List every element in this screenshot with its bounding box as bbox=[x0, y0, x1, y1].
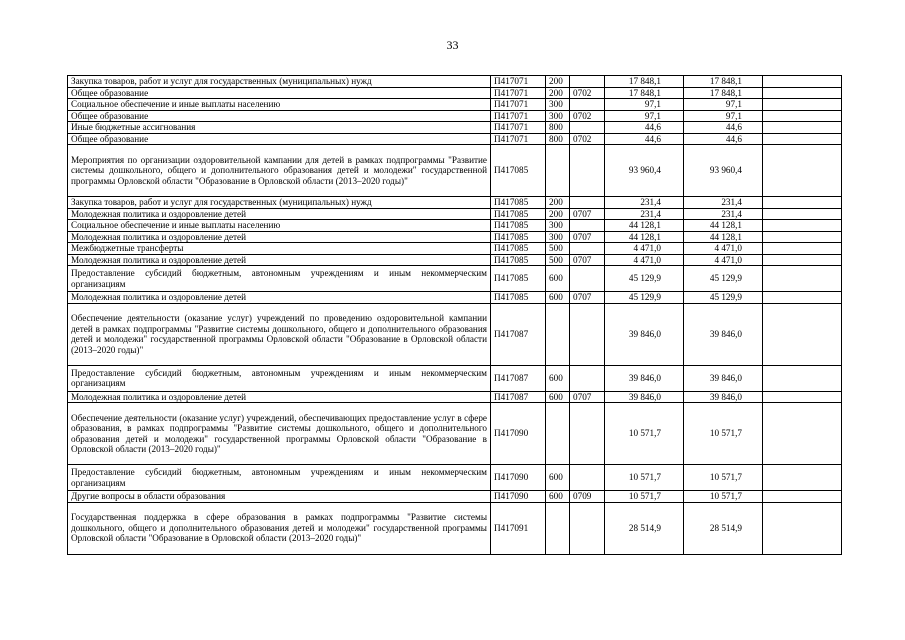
row-expense-type: 800 bbox=[546, 133, 570, 145]
row-section-code bbox=[570, 99, 605, 111]
row-sum-approved: 45 129,9 bbox=[605, 292, 684, 304]
table-row bbox=[68, 266, 842, 292]
row-extra bbox=[763, 292, 842, 304]
table-row bbox=[68, 220, 842, 232]
row-sum-revised: 231,4 bbox=[684, 208, 763, 220]
row-extra bbox=[763, 365, 842, 391]
table-body bbox=[68, 76, 842, 555]
row-section-code bbox=[570, 365, 605, 391]
row-section-code: 0702 bbox=[570, 110, 605, 122]
row-target-code: П417085 bbox=[491, 145, 546, 197]
row-section-code bbox=[570, 145, 605, 197]
row-sum-approved: 45 129,9 bbox=[605, 266, 684, 292]
row-target-code: П417085 bbox=[491, 243, 546, 255]
row-extra bbox=[763, 208, 842, 220]
row-extra bbox=[763, 465, 842, 491]
table-row bbox=[68, 403, 842, 465]
row-name: Социальное обеспечение и иные выплаты населению bbox=[68, 99, 491, 111]
row-section-code: 0707 bbox=[570, 254, 605, 266]
row-target-code: П417085 bbox=[491, 220, 546, 232]
row-expense-type: 800 bbox=[546, 122, 570, 134]
row-target-code: П417071 bbox=[491, 87, 546, 99]
row-section-code bbox=[570, 220, 605, 232]
row-target-code: П417090 bbox=[491, 491, 546, 503]
table-row bbox=[68, 491, 842, 503]
table-row bbox=[68, 197, 842, 209]
row-sum-approved: 231,4 bbox=[605, 197, 684, 209]
row-sum-revised: 39 846,0 bbox=[684, 303, 763, 365]
row-sum-revised: 44 128,1 bbox=[684, 231, 763, 243]
row-target-code: П417071 bbox=[491, 133, 546, 145]
row-target-code: П417071 bbox=[491, 122, 546, 134]
row-expense-type: 600 bbox=[546, 465, 570, 491]
row-name: Закупка товаров, работ и услуг для государственных (муниципальных) нужд bbox=[68, 76, 491, 88]
row-expense-type bbox=[546, 403, 570, 465]
row-target-code: П417085 bbox=[491, 208, 546, 220]
row-expense-type: 300 bbox=[546, 99, 570, 111]
row-sum-approved: 44,6 bbox=[605, 122, 684, 134]
table-row bbox=[68, 76, 842, 88]
row-sum-revised: 97,1 bbox=[684, 99, 763, 111]
row-sum-revised: 39 846,0 bbox=[684, 365, 763, 391]
table-row bbox=[68, 254, 842, 266]
row-sum-revised: 10 571,7 bbox=[684, 403, 763, 465]
row-expense-type bbox=[546, 303, 570, 365]
row-extra bbox=[763, 220, 842, 232]
row-name: Молодежная политика и оздоровление детей bbox=[68, 292, 491, 304]
table-row bbox=[68, 87, 842, 99]
row-name: Общее образование bbox=[68, 110, 491, 122]
row-section-code: 0707 bbox=[570, 292, 605, 304]
row-name: Предоставление субсидий бюджетным, автономным учреждениям и иным некоммерческим организациям bbox=[68, 465, 491, 491]
row-expense-type bbox=[546, 502, 570, 554]
table-row bbox=[68, 303, 842, 365]
row-section-code bbox=[570, 502, 605, 554]
row-extra bbox=[763, 303, 842, 365]
row-name: Обеспечение деятельности (оказание услуг) учреждений по проведению оздоровительной кампании детей в рамках подпрограммы "Развитие системы дошкольного, общего и дополнительного образования детей и молодежи" государственной программы Орловской области "Образование в Орловской области (2013–2020 годы)" bbox=[68, 303, 491, 365]
table-row bbox=[68, 122, 842, 134]
row-expense-type: 600 bbox=[546, 266, 570, 292]
row-name: Молодежная политика и оздоровление детей bbox=[68, 208, 491, 220]
row-sum-revised: 44,6 bbox=[684, 133, 763, 145]
row-expense-type: 600 bbox=[546, 365, 570, 391]
table-row bbox=[68, 391, 842, 403]
table-row bbox=[68, 99, 842, 111]
row-sum-approved: 17 848,1 bbox=[605, 76, 684, 88]
row-sum-approved: 4 471,0 bbox=[605, 243, 684, 255]
row-expense-type: 300 bbox=[546, 231, 570, 243]
table-row bbox=[68, 231, 842, 243]
row-sum-approved: 10 571,7 bbox=[605, 403, 684, 465]
row-extra bbox=[763, 254, 842, 266]
row-sum-revised: 28 514,9 bbox=[684, 502, 763, 554]
row-expense-type: 200 bbox=[546, 197, 570, 209]
row-name: Мероприятия по организации оздоровительной кампании для детей в рамках подпрограммы "Развитие системы дошкольного, общего и дополнительного образования детей и молодежи" государственной программы Орловской области "Образование в Орловской области (2013–2020 годы)" bbox=[68, 145, 491, 197]
row-sum-approved: 97,1 bbox=[605, 110, 684, 122]
row-section-code bbox=[570, 76, 605, 88]
row-expense-type: 300 bbox=[546, 220, 570, 232]
row-sum-revised: 10 571,7 bbox=[684, 491, 763, 503]
row-extra bbox=[763, 491, 842, 503]
row-extra bbox=[763, 231, 842, 243]
row-expense-type: 200 bbox=[546, 76, 570, 88]
row-target-code: П417085 bbox=[491, 266, 546, 292]
row-sum-approved: 10 571,7 bbox=[605, 491, 684, 503]
row-section-code: 0702 bbox=[570, 87, 605, 99]
row-name: Молодежная политика и оздоровление детей bbox=[68, 391, 491, 403]
table-row bbox=[68, 110, 842, 122]
table-row bbox=[68, 365, 842, 391]
row-extra bbox=[763, 243, 842, 255]
row-name: Молодежная политика и оздоровление детей bbox=[68, 254, 491, 266]
row-expense-type bbox=[546, 145, 570, 197]
row-target-code: П417085 bbox=[491, 254, 546, 266]
table-row bbox=[68, 292, 842, 304]
row-target-code: П417091 bbox=[491, 502, 546, 554]
row-extra bbox=[763, 403, 842, 465]
row-section-code: 0709 bbox=[570, 491, 605, 503]
row-sum-revised: 45 129,9 bbox=[684, 292, 763, 304]
row-name: Государственная поддержка в сфере образования в рамках подпрограммы "Развитие системы дошкольного, общего и дополнительного образования детей и молодежи" государственной программы Орловской области "Образование в Орловской области (2013–2020 годы)" bbox=[68, 502, 491, 554]
row-section-code bbox=[570, 197, 605, 209]
row-name: Социальное обеспечение и иные выплаты населению bbox=[68, 220, 491, 232]
row-target-code: П417090 bbox=[491, 403, 546, 465]
row-expense-type: 600 bbox=[546, 391, 570, 403]
row-extra bbox=[763, 145, 842, 197]
row-sum-approved: 44 128,1 bbox=[605, 231, 684, 243]
row-name: Закупка товаров, работ и услуг для государственных (муниципальных) нужд bbox=[68, 197, 491, 209]
row-extra bbox=[763, 87, 842, 99]
row-sum-approved: 39 846,0 bbox=[605, 391, 684, 403]
row-target-code: П417087 bbox=[491, 303, 546, 365]
row-expense-type: 500 bbox=[546, 243, 570, 255]
row-extra bbox=[763, 197, 842, 209]
row-sum-revised: 39 846,0 bbox=[684, 391, 763, 403]
row-sum-approved: 4 471,0 bbox=[605, 254, 684, 266]
row-section-code bbox=[570, 122, 605, 134]
row-section-code bbox=[570, 403, 605, 465]
row-expense-type: 500 bbox=[546, 254, 570, 266]
row-sum-revised: 45 129,9 bbox=[684, 266, 763, 292]
row-extra bbox=[763, 266, 842, 292]
row-sum-approved: 39 846,0 bbox=[605, 303, 684, 365]
table-row bbox=[68, 145, 842, 197]
row-target-code: П417090 bbox=[491, 465, 546, 491]
row-sum-approved: 97,1 bbox=[605, 99, 684, 111]
row-expense-type: 200 bbox=[546, 208, 570, 220]
row-extra bbox=[763, 110, 842, 122]
table-row bbox=[68, 502, 842, 554]
row-target-code: П417071 bbox=[491, 99, 546, 111]
row-sum-revised: 17 848,1 bbox=[684, 76, 763, 88]
row-target-code: П417085 bbox=[491, 292, 546, 304]
row-sum-revised: 93 960,4 bbox=[684, 145, 763, 197]
row-sum-revised: 44,6 bbox=[684, 122, 763, 134]
page-number: 33 bbox=[446, 38, 459, 52]
row-name: Общее образование bbox=[68, 133, 491, 145]
row-extra bbox=[763, 122, 842, 134]
row-target-code: П417071 bbox=[491, 76, 546, 88]
row-sum-revised: 17 848,1 bbox=[684, 87, 763, 99]
row-sum-approved: 28 514,9 bbox=[605, 502, 684, 554]
row-expense-type: 600 bbox=[546, 292, 570, 304]
row-section-code: 0707 bbox=[570, 231, 605, 243]
row-extra bbox=[763, 99, 842, 111]
row-name: Молодежная политика и оздоровление детей bbox=[68, 231, 491, 243]
row-target-code: П417085 bbox=[491, 197, 546, 209]
row-sum-approved: 39 846,0 bbox=[605, 365, 684, 391]
row-section-code bbox=[570, 243, 605, 255]
row-name: Другие вопросы в области образования bbox=[68, 491, 491, 503]
row-name: Предоставление субсидий бюджетным, автономным учреждениям и иным некоммерческим организациям bbox=[68, 365, 491, 391]
row-section-code bbox=[570, 465, 605, 491]
row-sum-revised: 10 571,7 bbox=[684, 465, 763, 491]
row-extra bbox=[763, 391, 842, 403]
row-target-code: П417071 bbox=[491, 110, 546, 122]
budget-table bbox=[67, 75, 842, 555]
row-target-code: П417087 bbox=[491, 365, 546, 391]
row-section-code: 0707 bbox=[570, 208, 605, 220]
row-target-code: П417085 bbox=[491, 231, 546, 243]
row-section-code bbox=[570, 303, 605, 365]
row-name: Иные бюджетные ассигнования bbox=[68, 122, 491, 134]
table-row bbox=[68, 465, 842, 491]
row-extra bbox=[763, 502, 842, 554]
row-sum-approved: 93 960,4 bbox=[605, 145, 684, 197]
row-target-code: П417087 bbox=[491, 391, 546, 403]
row-sum-revised: 4 471,0 bbox=[684, 254, 763, 266]
row-extra bbox=[763, 133, 842, 145]
row-expense-type: 600 bbox=[546, 491, 570, 503]
row-expense-type: 200 bbox=[546, 87, 570, 99]
row-section-code bbox=[570, 266, 605, 292]
row-sum-approved: 44,6 bbox=[605, 133, 684, 145]
row-section-code: 0702 bbox=[570, 133, 605, 145]
row-name: Общее образование bbox=[68, 87, 491, 99]
row-sum-approved: 17 848,1 bbox=[605, 87, 684, 99]
table-row bbox=[68, 133, 842, 145]
table-row bbox=[68, 208, 842, 220]
row-sum-approved: 44 128,1 bbox=[605, 220, 684, 232]
row-name: Обеспечение деятельности (оказание услуг) учреждений, обеспечивающих предоставление услуг в сфере образования, в рамках подпрограммы "Развитие системы дошкольного, общего и дополнительного образования детей и молодежи" государственной программы Орловской области "Образование в Орловской области (2013–2020 годы)" bbox=[68, 403, 491, 465]
row-sum-revised: 231,4 bbox=[684, 197, 763, 209]
row-expense-type: 300 bbox=[546, 110, 570, 122]
row-extra bbox=[763, 76, 842, 88]
row-sum-approved: 231,4 bbox=[605, 208, 684, 220]
row-sum-approved: 10 571,7 bbox=[605, 465, 684, 491]
table-row bbox=[68, 243, 842, 255]
row-name: Межбюджетные трансферты bbox=[68, 243, 491, 255]
row-sum-revised: 44 128,1 bbox=[684, 220, 763, 232]
row-sum-revised: 4 471,0 bbox=[684, 243, 763, 255]
row-sum-revised: 97,1 bbox=[684, 110, 763, 122]
row-section-code: 0707 bbox=[570, 391, 605, 403]
row-name: Предоставление субсидий бюджетным, автономным учреждениям и иным некоммерческим организациям bbox=[68, 266, 491, 292]
